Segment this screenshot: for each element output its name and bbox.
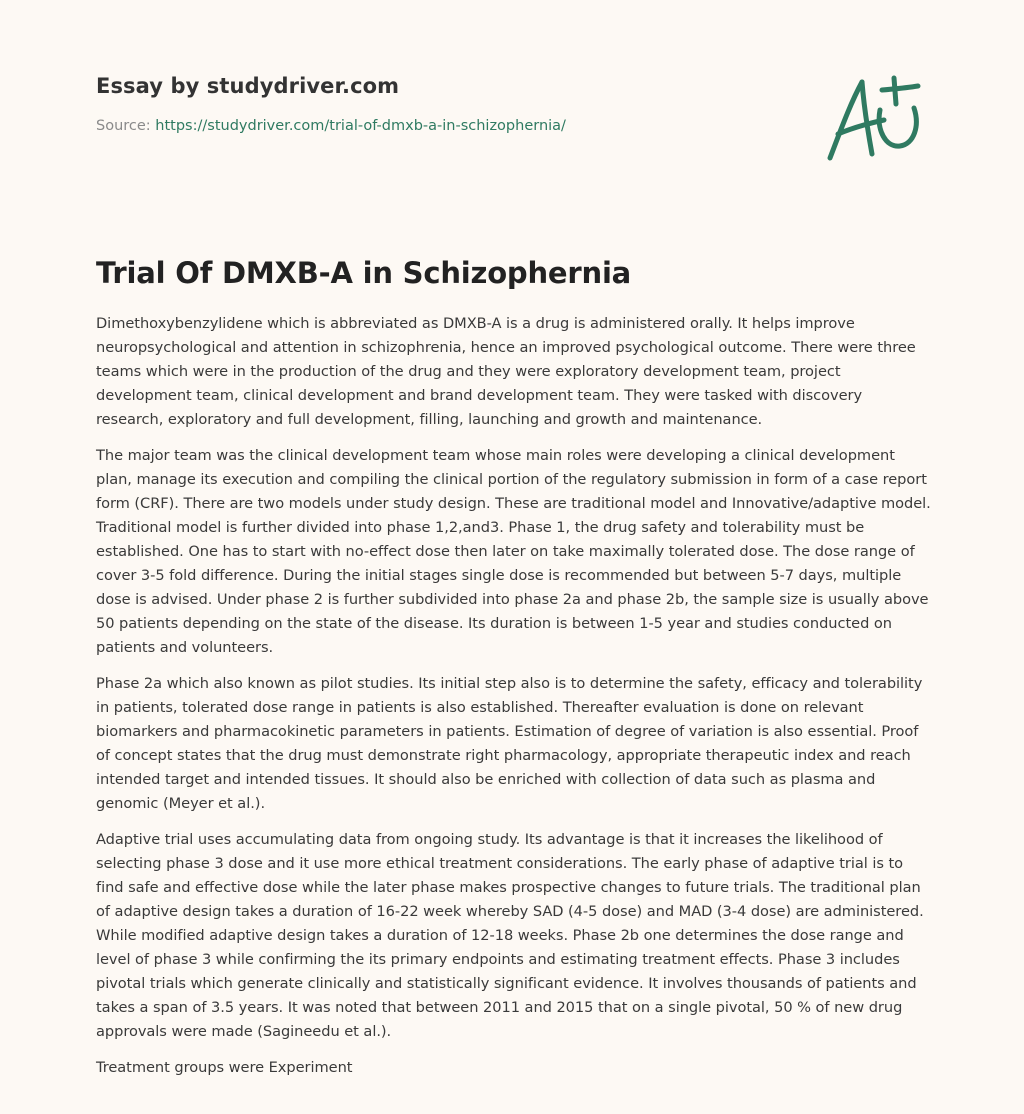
essay-paragraph: Dimethoxybenzylidene which is abbreviated as DMXB-A is a drug is administered orally. It helps improve neuropsychological and attention in schizophrenia, hence an improved psychological outcome. There were three teams which were in the production of the drug and they were exploratory development team, project development team, clinical development and brand development team. They were tasked with discovery research, exploratory and full development, filling, launching and growth and maintenance. [96, 315, 916, 428]
source-line [96, 118, 916, 134]
brand-title: Essay by studydriver.com [96, 74, 400, 98]
essay-paragraph: Phase 2a which also known as pilot studies. Its initial step also is to determine the safety, efficacy and tolerability in patients, tolerated dose range in patients is also established. Thereafter evaluation is done on relevant biomarkers and pharmacokinetic parameters in patients. Estimation of degree of variation is also essential. Proof of concept states that the drug must demonstrate right pharmacology, appropriate therapeutic index and reach intended target and intended tissues. It should also be enriched with collection of data such as plasma and genomic (Meyer et al.). [96, 675, 923, 812]
essay-paragraph: Treatment groups were Experiment [96, 1059, 353, 1076]
essay-paragraph: Adaptive trial uses accumulating data from ongoing study. Its advantage is that it increases the likelihood of selecting phase 3 dose and it use more ethical treatment considerations. The early phase of adaptive trial is to find safe and effective dose while the later phase makes prospective changes to future trials. The traditional plan of adaptive design takes a duration of 16-22 week whereby SAD (4-5 dose) and MAD (3-4 dose) are administered. While modified adaptive design takes a duration of 12-18 weeks. Phase 2b one determines the dose range and level of phase 3 while confirming the its primary endpoints and estimating treatment effects. Phase 3 includes pivotal trials which generate clinically and statistically significant evidence. It involves thousands of patients and takes a span of 3.5 years. It was noted that between 2011 and 2015 that on a single pivotal, 50 % of new drug approvals were made (Sagineedu et al.). [96, 831, 924, 1040]
essay-title: Trial Of DMXB-A in Schizophernia [96, 256, 632, 290]
essay-paragraph: The major team was the clinical development team whose main roles were developing a clinical development plan, manage its execution and compiling the clinical portion of the regulatory submission in form of a case report form (CRF). There are two models under study design. These are traditional model and Innovative/adaptive model. Traditional model is further divided into phase 1,2,and3. Phase 1, the drug safety and tolerability must be established. One has to start with no-effect dose then later on take maximally tolerated dose. The dose range of cover 3-5 fold difference. During the initial stages single dose is recommended but between 5-7 days, multiple dose is advised. Under phase 2 is further subdivided into phase 2a and phase 2b, the sample size is usually above 50 patients depending on the state of the disease. Its duration is between 1-5 year and studies conducted on patients and volunteers. [96, 447, 931, 656]
a-plus-logo-icon [822, 70, 926, 164]
source-label: Source: [96, 118, 156, 134]
essay-header [96, 74, 916, 134]
source-link[interactable]: https://studydriver.com/trial-of-dmxb-a-in-schizophernia/ [155, 118, 566, 134]
essay-article [96, 256, 932, 1092]
